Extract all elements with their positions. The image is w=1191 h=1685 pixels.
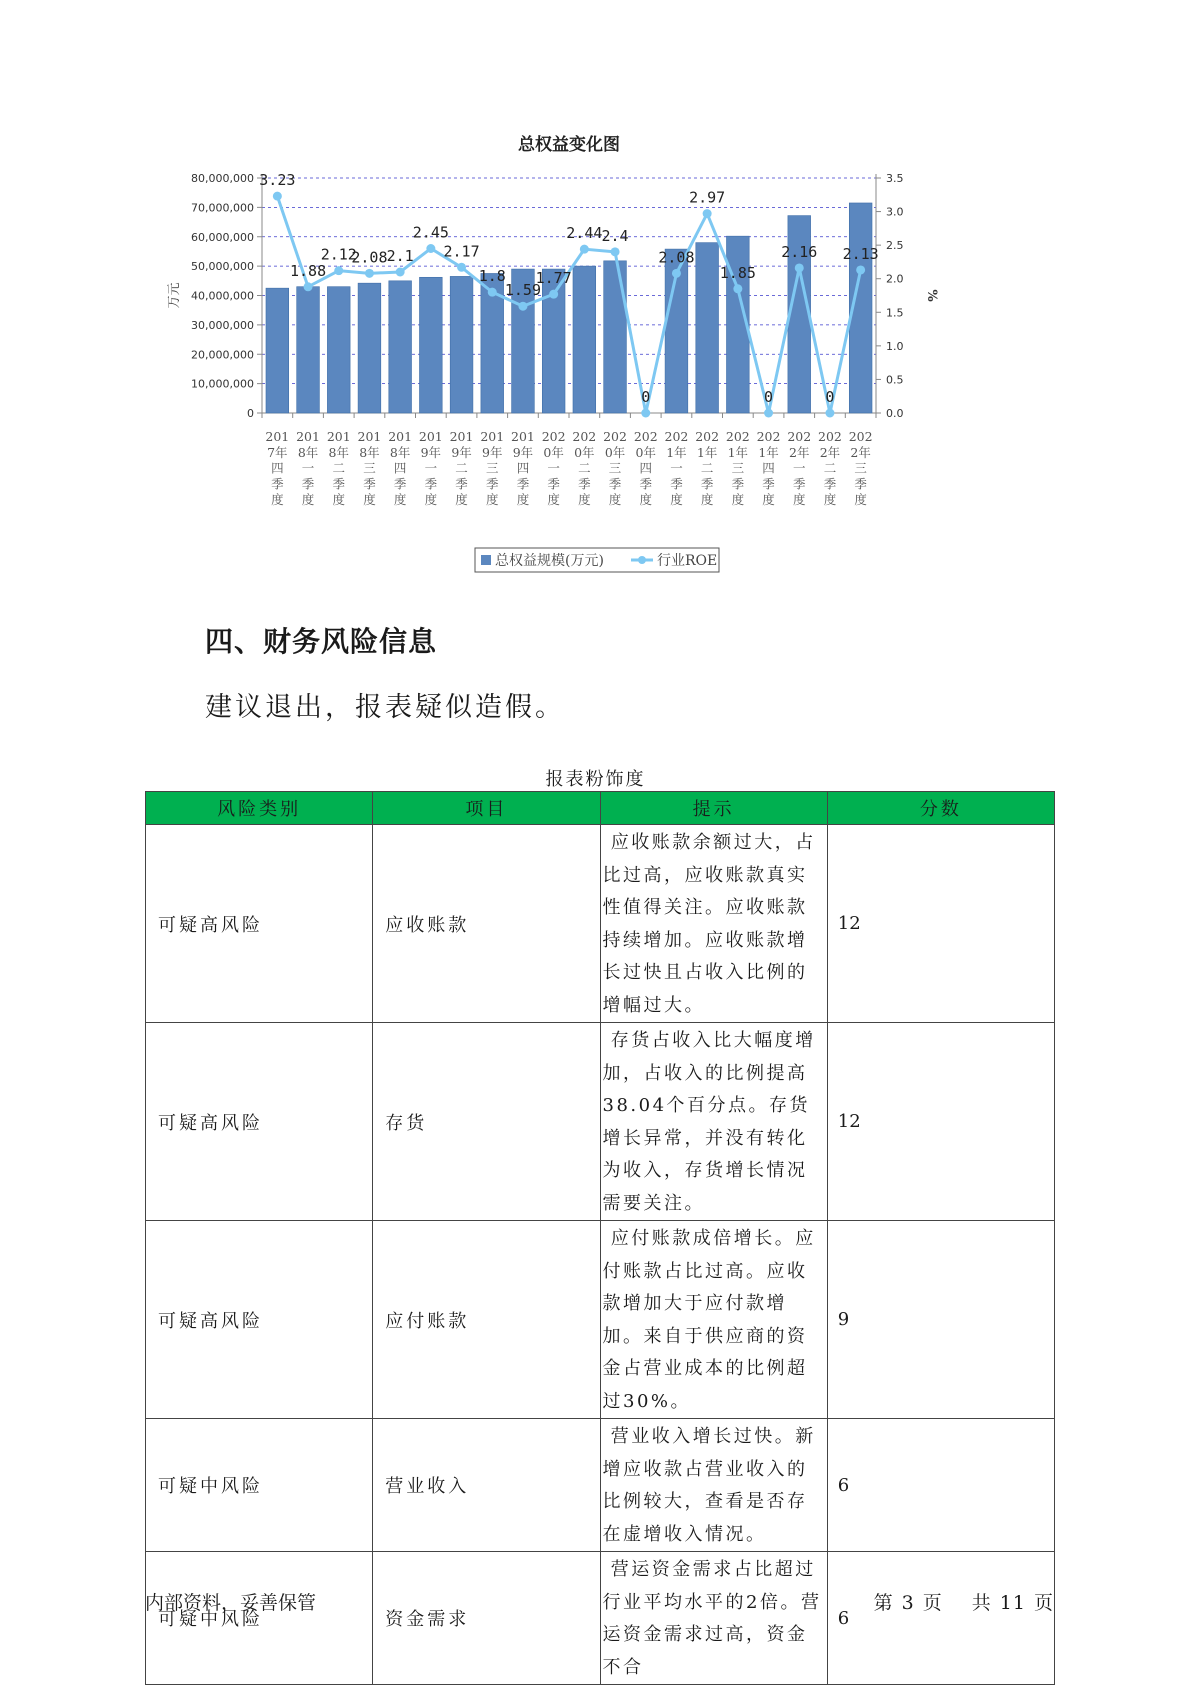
y-tick-label: 70,000,000 [191,201,254,215]
item-cell: 应收账款 [373,825,600,1023]
chart-title: 总权益变化图 [518,135,620,155]
x-tick-label: 201 9年二季度 [449,429,474,508]
header-item: 项目 [373,792,600,825]
item-cell: 资金需求 [373,1552,600,1685]
y2-tick-label: 2.5 [886,239,904,253]
x-tick-label: 202 0年一季度 [541,429,566,508]
roe-point [733,284,742,293]
table-row [146,1552,1055,1685]
roe-data-label: 2.08 [351,248,388,267]
score-cell: 12 [827,825,1054,1023]
roe-point [365,269,374,278]
legend-line-marker [638,556,646,564]
roe-point [672,269,681,278]
roe-point [825,409,834,418]
x-tick-label: 202 1年一季度 [664,429,689,508]
y-tick-label: 40,000,000 [191,289,254,303]
item-cell: 营业收入 [373,1419,600,1552]
total-pages: 11 [999,1592,1026,1614]
score-cell: 9 [827,1221,1054,1419]
legend-bar-label: 总权益规模(万元) [495,553,604,569]
y2-axis-title: % [924,289,939,302]
hint-cell [600,1023,827,1221]
roe-data-label: 1.88 [289,261,327,280]
hint-text: 存货占收入比大幅度增加，占收入的比例提高38.04个百分点。存货增长异常，并没有转化为收入，存货增长情况需要关注。 [602,1030,816,1214]
y2-tick-label: 3.5 [886,172,904,185]
equity-chart-svg [150,130,1050,600]
hint-text: 营业收入增长过快。新增应收款占营业收入的比例较大，查看是否存在虚增收入情况。 [602,1426,816,1545]
roe-point [518,302,527,311]
x-tick-label: 201 9年三季度 [480,429,505,508]
roe-data-label: 1.59 [504,281,542,300]
page-label: 第 [873,1592,894,1614]
roe-point [703,209,712,218]
roe-point [273,192,282,201]
hint-cell [600,1221,827,1419]
y2-tick-label: 2.0 [886,272,904,286]
hint-cell [600,825,827,1023]
x-tick-label: 201 8年三季度 [357,429,382,508]
roe-data-label: 3.23 [259,171,296,190]
advice-text: 建议退出，报表疑似造假。 [205,692,565,723]
page-unit: 页 [922,1592,943,1614]
x-tick-label: 202 0年四季度 [633,429,658,508]
hint-text: 应付账款成倍增长。应付账款占比过高。应收款增加大于应付款增加。来自于供应商的资金占营业成本的比例超过30%。 [602,1228,816,1412]
roe-point [764,409,773,418]
x-tick-label: 202 0年三季度 [603,429,627,508]
footer-page-info [866,1588,1054,1615]
risk-table [145,791,1055,1685]
header-hint: 提示 [600,792,827,825]
y-tick-label: 20,000,000 [191,348,254,362]
x-tick-label: 201 8年四季度 [388,429,413,508]
roe-data-label: 2.97 [689,188,726,207]
roe-data-label: 2.12 [320,245,357,264]
table-row [146,825,1055,1023]
roe-data-label: 2.13 [842,244,879,263]
risk-category-cell: 可疑中风险 [146,1419,373,1552]
bar [604,261,627,413]
total-unit: 页 [1033,1592,1054,1614]
hint-text: 营运资金需求占比超过行业平均水平的2倍。营运资金需求过高，资金不合 [602,1559,822,1678]
x-tick-label: 201 9年四季度 [511,429,535,508]
roe-point [856,265,865,274]
y2-tick-label: 0.5 [886,373,904,387]
x-tick-label: 201 9年一季度 [418,429,443,508]
roe-point [426,244,435,253]
roe-data-label: 0 [641,388,651,406]
roe-point [334,266,343,275]
roe-point [457,263,466,272]
roe-data-label: 2.1 [386,247,414,265]
table-caption: 报表粉饰度 [545,769,646,790]
x-tick-label: 202 1年二季度 [695,429,720,508]
item-cell: 应付账款 [373,1221,600,1419]
item-cell: 存货 [373,1023,600,1221]
total-label: 共 [971,1592,992,1614]
bar [297,287,320,413]
roe-data-label: 2.44 [566,224,603,243]
roe-data-label: 2.4 [601,226,629,245]
roe-point [549,290,558,299]
page-number: 3 [901,1592,915,1614]
footer-confidential-note: 内部资料，妥善保管 [145,1592,317,1614]
legend-line-label: 行业ROE [657,553,718,569]
roe-data-label: 1.8 [478,267,506,286]
x-tick-label: 202 2年二季度 [818,429,842,508]
table-header-row [146,792,1055,825]
y-tick-label: 50,000,000 [191,260,254,274]
x-tick-label: 201 8年一季度 [296,429,320,508]
y-tick-label: 10,000,000 [191,377,254,391]
bar [696,243,719,413]
risk-category-cell: 可疑高风险 [146,1221,373,1419]
y-tick-label: 60,000,000 [191,230,254,244]
roe-data-label: 2.16 [781,242,818,261]
x-tick-label: 202 1年三季度 [725,429,750,508]
y2-tick-label: 1.0 [886,339,904,353]
roe-data-label: 2.45 [412,223,449,242]
score-cell: 6 [827,1552,1054,1685]
roe-data-label: 0 [825,388,835,406]
y2-tick-label: 3.0 [886,205,904,219]
x-tick-label: 201 7年四季度 [265,429,290,508]
x-tick-label: 201 8年二季度 [326,429,351,508]
x-tick-label: 202 0年二季度 [572,429,597,508]
risk-category-cell: 可疑中风险 [146,1552,373,1685]
equity-chart [150,130,1050,600]
bar [573,266,596,413]
x-tick-label: 202 2年三季度 [848,429,873,508]
roe-point [304,282,313,291]
legend-bar-swatch [481,555,491,565]
risk-category-cell: 可疑高风险 [146,825,373,1023]
hint-cell [600,1552,827,1685]
roe-point [580,245,589,254]
y-tick-label: 30,000,000 [191,318,254,332]
hint-cell [600,1419,827,1552]
roe-data-label: 0 [764,388,774,406]
roe-point [396,268,405,277]
bar [358,283,381,413]
table-row [146,1023,1055,1221]
x-tick-label: 202 1年四季度 [756,429,781,508]
roe-point [641,409,650,418]
roe-point [795,263,804,272]
bar [327,287,350,413]
section-heading: 四、财务风险信息 [205,625,438,658]
bar [450,276,473,413]
table-row [146,1419,1055,1552]
y-tick-label: 80,000,000 [191,172,254,185]
hint-text: 应收账款余额过大，占比过高，应收账款真实性值得关注。应收账款持续增加。应收账款增长过快且占收入比例的增幅过大。 [602,832,816,1016]
table-row [146,1221,1055,1419]
roe-data-label: 1.85 [719,263,756,282]
header-risk-category: 风险类别 [146,792,373,825]
risk-category-cell: 可疑高风险 [146,1023,373,1221]
bar [389,281,412,413]
roe-data-label: 2.17 [443,242,480,261]
y2-tick-label: 1.5 [886,306,904,320]
roe-data-label: 1.77 [535,269,572,288]
header-score: 分数 [827,792,1054,825]
score-cell: 6 [827,1419,1054,1552]
score-cell: 12 [827,1023,1054,1221]
y-axis-title: 万元 [167,282,182,309]
bar [266,288,289,413]
x-tick-label: 202 2年一季度 [787,429,812,508]
roe-data-label: 2.08 [658,248,695,267]
roe-point [611,247,620,256]
bar [419,277,442,413]
y2-tick-label: 0.0 [886,407,904,420]
roe-point [488,288,497,297]
y-tick-label: 0 [247,407,254,420]
